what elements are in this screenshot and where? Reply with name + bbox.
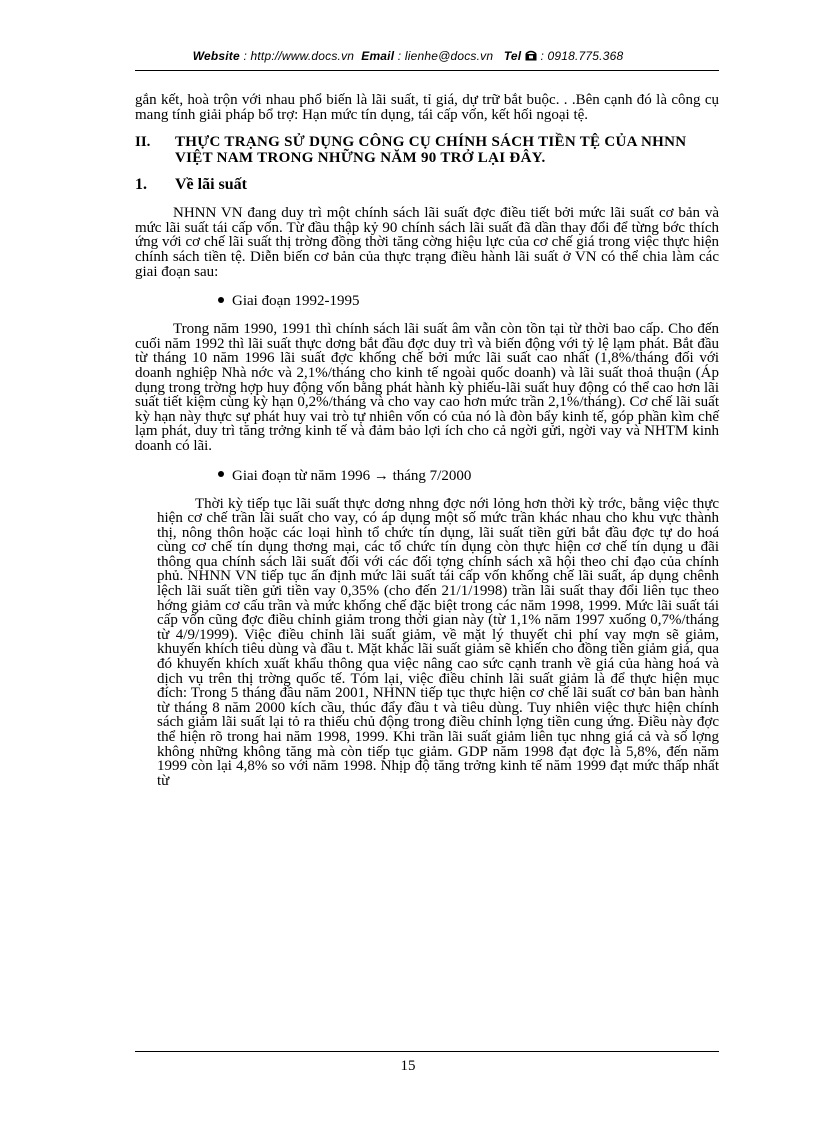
bullet-period-1992-1995 [135, 293, 719, 310]
page-number: 15 [400, 1058, 416, 1074]
tel-label: Tel [503, 49, 522, 63]
email-label: Email [361, 49, 395, 63]
subsection-number: 1. [135, 176, 147, 194]
paragraph-period-1996-2000: Thời kỳ tiếp tục lãi suất thực dơng nhng đợc nới lỏng hơn thời kỳ trớc, bằng việc thực hiện cơ chế trần lãi suất cho vay, có áp dụng một số mức trần khác nhau cho khu vực thành thị, nông thôn hoặc các loại hình tổ chức tín dụng, lãi suất tiền gửi bắt đầu đợc tự do hoá cùng cơ chế tín dụng thơng mại, các tổ chức tín dụng còn thực hiện cơ chế tín dụng u đãi thông qua chính sách lãi suất đối với các đối tợng chính sách xã hội theo chỉ đạo của chính phủ. NHNN VN tiếp tục ấn định mức lãi suất tái cấp vốn khống chế lãi suất, áp dụng chênh lệch lãi suất tiền gửi tiền vay 0,35% (cho đến 21/1/1998) trần lãi suất thay đổi liên tục theo hớng giảm cơ cấu trần và mức khống chế đặc biệt trong các năm 1998, 1999. Mức lãi suất tái cấp vốn cũng đợc điều chỉnh giảm trong thời gian này (từ 1,1% năm 1997 xuống 0,7%/tháng từ 4/9/1999). Việc điều chỉnh lãi suất giảm, về mặt lý thuyết chi phí vay mợn sẽ giảm, khuyến khích tiêu dùng và đầu t. Mặt khác lãi suất giảm sẽ khiến cho đồng tiền giảm giá, qua đó khuyến khích xuất khẩu thông qua việc nâng cao sức cạnh tranh về giá của hàng hoá và dịch vụ trên thị trờng quốc tế. Tóm lại, việc điều chỉnh lãi suất giảm là để thực hiện mục đích: Trong 5 tháng đầu năm 2001, NHNN tiếp tục thực hiện cơ chế lãi suất cơ bản ban hành từ tháng 8 năm 2000 kích cầu, thúc đẩy đầu t và tiêu dùng. Tuy nhiên việc thực hiện chính sách giảm lãi suất lại tỏ ra thiếu chủ động trong điều chỉnh lợng tiền cung ứng. Điều này đợc thể hiện rõ trong hai năm 1998, 1999. Khi trần lãi suất giảm liên tục nhng giá cả và số lợng không những không tăng mà còn tiếp tục giảm. GDP năm 1998 đạt đợc là 5,8%, đến năm 1999 còn lại 4,8% so với năm 1998. Nhịp độ tăng trởng kinh tế năm 1999 đạt mức thấp nhất từ [157, 495, 719, 789]
bullet-icon [218, 471, 224, 477]
tel-number[interactable]: : 0918.775.368 [540, 49, 624, 63]
email-address[interactable]: : lienhe@docs.vn [397, 49, 494, 63]
bullet-icon [218, 297, 224, 303]
indented-block [135, 497, 719, 789]
website-url[interactable]: : http://www.docs.vn [243, 49, 355, 63]
bullet-period-1996-2000 [135, 468, 719, 485]
section-title: THỰC TRẠNG SỬ DỤNG CÔNG CỤ CHÍNH SÁCH TIỀN TỆ CỦA NHNN VIỆT NAM TRONG NHỮNG NĂM 90 TRỞ LẠI ĐÂY. [175, 134, 687, 167]
bullet-label: Giai đoạn 1992-1995 [232, 293, 360, 310]
subsection-heading [135, 176, 719, 194]
intro-paragraph: gắn kết, hoà trộn với nhau phổ biến là lãi suất, tỉ giá, dự trữ bắt buộc. . .Bên cạnh đó là công cụ mang tính giải pháp bổ trợ: Hạn mức tín dụng, tái cấp vốn, kết hối ngoại tệ. [135, 92, 719, 123]
section-number: II. [135, 134, 151, 151]
section-heading [135, 134, 719, 166]
page-content [135, 93, 719, 788]
phone-icon [525, 49, 537, 63]
page-header [0, 49, 816, 63]
website-label: Website [192, 49, 240, 63]
paragraph-period-1992-1995: Trong năm 1990, 1991 thì chính sách lãi suất âm vẫn còn tồn tại từ thời bao cấp. Cho đến cuối năm 1992 thì lãi suất thực dơng bắt đầu đợc duy trì và biến động với tỷ lệ lạm phát. Bắt đầu từ tháng 10 năm 1996 lãi suất đợc khống chế bởi mức lãi suất cao nhất (1,8%/tháng đối với doanh nghiệp Nhà nớc và 2,1%/tháng cho kinh tế ngoài quốc doanh) và lãi suất thoả thuận (Áp dụng trong trờng hợp huy động vốn bằng phát hành kỳ phiếu-lãi suất huy động có thể cao hơn lãi suất tiết kiệm cùng kỳ hạn 0,2%/tháng và cho vay cao hơn mức trần 2,1%/tháng). Cơ chế lãi suất kỳ hạn này thực sự phát huy vai trò tự nhiên vốn có của nó là đòn bẩy kinh tế, góp phần kìm chế lạm phát, duy trì tăng trởng kinh tế và đảm bảo lợi ích cho cả ngời gửi, ngời vay và NHTM kinh doanh có lãi. [135, 321, 719, 454]
paragraph-interest-policy: NHNN VN đang duy trì một chính sách lãi suất đợc điều tiết bởi mức lãi suất cơ bản và mức lãi suất tái cấp vốn. Từ đầu thập kỷ 90 chính sách lãi suất đã dần thay đổi để từng bớc thích ứng với cơ chế lãi suất thị trờng đồng thời tăng cờng hiệu lực của cơ chế giá trong việc thực hiện chính sách tiền tệ. Diễn biến cơ bản của thực trạng điều hành lãi suất ở VN có thể chia làm các giai đoạn sau: [135, 205, 719, 280]
header-rule [135, 70, 719, 71]
footer-rule [135, 1051, 719, 1052]
bullet-label: Giai đoạn từ năm 1996 → tháng 7/2000 [232, 467, 472, 484]
subsection-title: Về lãi suất [175, 176, 247, 194]
